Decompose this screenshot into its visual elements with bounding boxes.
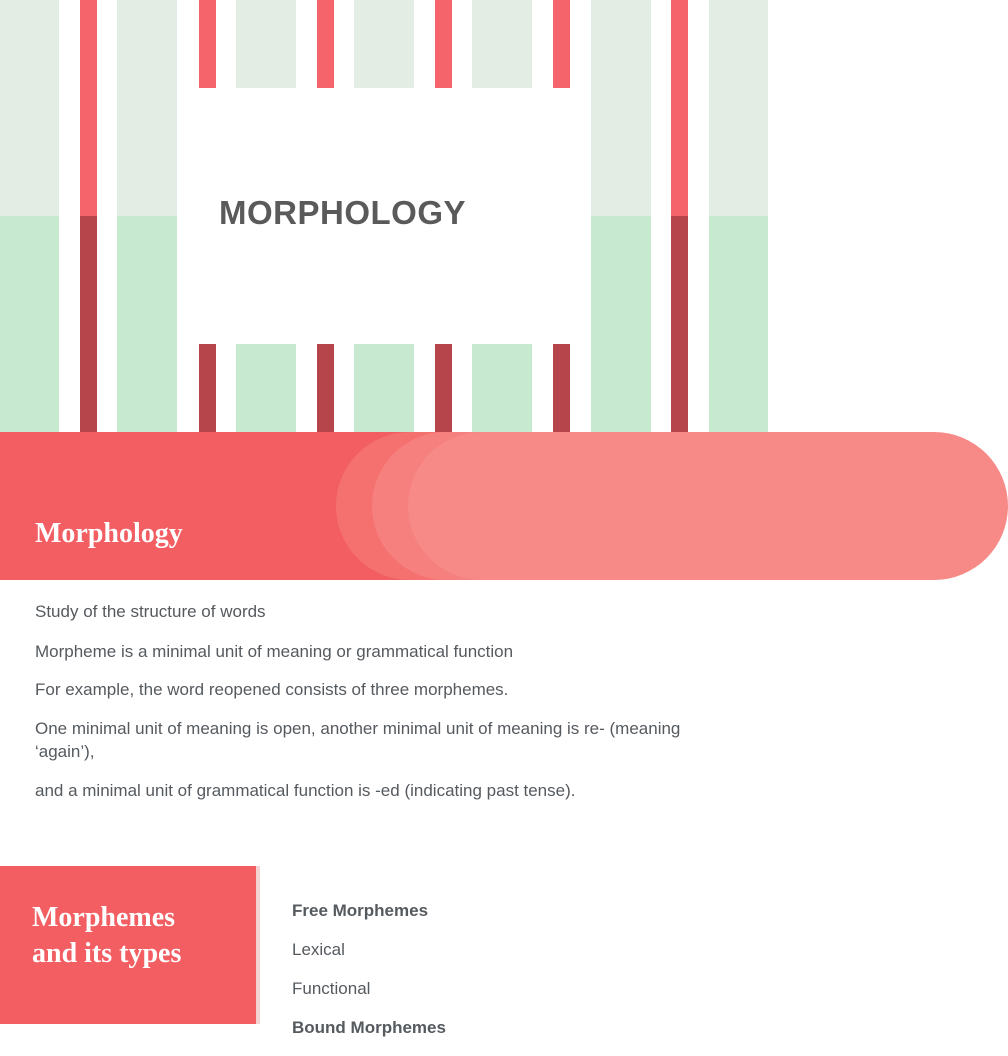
heading-banner: [0, 432, 768, 580]
list-item: Bound Morphemes: [292, 1018, 446, 1037]
slide-title: MORPHOLOGY: [219, 194, 467, 231]
list-item: Free Morphemes: [292, 901, 429, 920]
decorative-stripe: [435, 0, 452, 88]
decorative-stripe: [553, 0, 570, 88]
heading-line: and its types: [32, 938, 182, 969]
definition-slide: [0, 432, 768, 866]
decorative-stripe: [199, 344, 216, 432]
side-panel: [0, 866, 256, 1024]
heading-line: Morphemes: [32, 902, 176, 933]
types-slide: [0, 866, 768, 1037]
body-paragraph: One minimal unit of meaning is open, another minimal unit of meaning is re- (meaning ‘again’),: [35, 719, 681, 761]
decorative-stripe: [80, 0, 97, 216]
title-card: [177, 88, 591, 344]
body-paragraph: Study of the structure of words: [35, 602, 266, 621]
decorative-stripe: [317, 0, 334, 88]
body-paragraph: and a minimal unit of grammatical function is -ed (indicating past tense).: [35, 781, 576, 800]
decorative-stripe: [671, 216, 688, 432]
decorative-stripe: [671, 0, 688, 216]
body-paragraph: Morpheme is a minimal unit of meaning or grammatical function: [35, 642, 514, 661]
decorative-stripe: [317, 344, 334, 432]
decorative-stripe: [435, 344, 452, 432]
list-item: Functional: [292, 979, 371, 998]
decorative-stripe: [553, 344, 570, 432]
slide-body: [35, 600, 735, 802]
title-slide: [0, 0, 768, 432]
slide-heading: Morphology: [35, 518, 183, 549]
banner-decor-shape: [408, 432, 1008, 580]
types-list: [292, 900, 732, 1056]
decorative-stripe: [199, 0, 216, 88]
body-paragraph: For example, the word reopened consists of three morphemes.: [35, 680, 509, 699]
decorative-stripe: [80, 216, 97, 432]
panel-shadow: [256, 866, 260, 1024]
list-item: Lexical: [292, 940, 345, 959]
slide-heading: [32, 900, 252, 972]
